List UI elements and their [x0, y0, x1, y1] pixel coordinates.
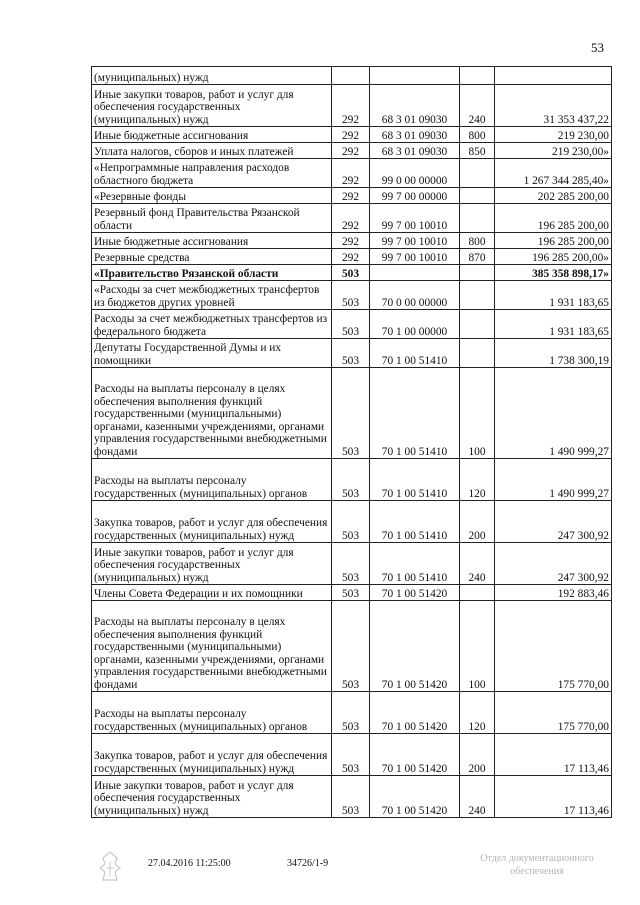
document-stamp — [452, 852, 622, 878]
table-row — [92, 249, 612, 265]
table-row — [92, 734, 612, 776]
cell-sum: 1 738 300,19 — [495, 339, 612, 368]
cell-ved: 503 — [332, 339, 370, 368]
table-row — [92, 501, 612, 543]
cell-csr: 70 1 00 51420 — [370, 601, 460, 692]
cell-csr: 99 7 00 00000 — [370, 188, 460, 204]
cell-csr: 70 1 00 51420 — [370, 585, 460, 601]
cell-ved: 292 — [332, 188, 370, 204]
cell-ved: 503 — [332, 692, 370, 734]
cell-csr: 99 7 00 10010 — [370, 233, 460, 249]
cell-csr: 70 1 00 51420 — [370, 734, 460, 776]
table-row — [92, 339, 612, 368]
cell-ved — [332, 67, 370, 85]
cell-vr: 120 — [460, 459, 495, 501]
cell-csr — [370, 67, 460, 85]
cell-ved: 292 — [332, 159, 370, 188]
cell-csr: 70 1 00 51420 — [370, 776, 460, 818]
cell-sum: 202 285 200,00 — [495, 188, 612, 204]
cell-ved: 503 — [332, 368, 370, 459]
cell-ved: 292 — [332, 249, 370, 265]
table-row — [92, 368, 612, 459]
cell-vr — [460, 339, 495, 368]
cell-name: Иные закупки товаров, работ и услуг для обеспечения государственных (муниципальных) нужд — [92, 85, 332, 127]
table-row — [92, 188, 612, 204]
footer-date: 27.04.2016 11:25:00 — [148, 858, 231, 869]
cell-name: Резервный фонд Правительства Рязанской области — [92, 204, 332, 233]
cell-csr: 70 1 00 51410 — [370, 501, 460, 543]
cell-ved: 292 — [332, 127, 370, 143]
cell-name: Закупка товаров, работ и услуг для обеспечения государственных (муниципальных) нужд — [92, 734, 332, 776]
cell-csr — [370, 265, 460, 281]
table-row — [92, 585, 612, 601]
cell-name: «Резервные фонды — [92, 188, 332, 204]
cell-vr — [460, 188, 495, 204]
cell-vr — [460, 585, 495, 601]
cell-ved: 503 — [332, 310, 370, 339]
cell-name: «Расходы за счет межбюджетных трансфертов из бюджетов других уровней — [92, 281, 332, 310]
cell-sum: 1 490 999,27 — [495, 368, 612, 459]
cell-name: Иные бюджетные ассигнования — [92, 233, 332, 249]
cell-csr: 70 1 00 51420 — [370, 692, 460, 734]
cell-name: Закупка товаров, работ и услуг для обеспечения государственных (муниципальных) нужд — [92, 501, 332, 543]
cell-sum: 17 113,46 — [495, 734, 612, 776]
cell-vr: 100 — [460, 601, 495, 692]
cell-sum: 192 883,46 — [495, 585, 612, 601]
cell-ved: 292 — [332, 233, 370, 249]
cell-name: Депутаты Государственной Думы и их помощники — [92, 339, 332, 368]
cell-csr: 70 1 00 00000 — [370, 310, 460, 339]
budget-table-body — [92, 67, 612, 818]
cell-csr: 99 7 00 10010 — [370, 249, 460, 265]
cell-sum: 196 285 200,00» — [495, 249, 612, 265]
cell-vr: 240 — [460, 543, 495, 585]
cell-name: Расходы на выплаты персоналу в целях обеспечения выполнения функций государственными (муниципальными) органами, казенными учреждениями, органами управления государственными внебюджетными фондами — [92, 368, 332, 459]
table-row — [92, 85, 612, 127]
cell-vr: 120 — [460, 692, 495, 734]
cell-sum: 196 285 200,00 — [495, 233, 612, 249]
table-row — [92, 265, 612, 281]
cell-ved: 292 — [332, 85, 370, 127]
page-number: 53 — [591, 40, 604, 55]
cell-csr: 70 1 00 51410 — [370, 543, 460, 585]
stamp-line-1: Отдел документационного — [480, 853, 594, 864]
cell-sum: 31 353 437,22 — [495, 85, 612, 127]
cell-name: Иные бюджетные ассигнования — [92, 127, 332, 143]
cell-vr — [460, 310, 495, 339]
cell-sum: 175 770,00 — [495, 601, 612, 692]
table-row — [92, 543, 612, 585]
cell-name: Расходы на выплаты персоналу в целях обеспечения выполнения функций государственными (муниципальными) органами, казенными учреждениями, органами управления государственными внебюджетными фондами — [92, 601, 332, 692]
cell-vr: 870 — [460, 249, 495, 265]
cell-sum: 1 931 183,65 — [495, 310, 612, 339]
cell-sum: 247 300,92 — [495, 543, 612, 585]
cell-name: «Правительство Рязанской области — [92, 265, 332, 281]
cell-vr: 200 — [460, 501, 495, 543]
cell-csr: 70 1 00 51410 — [370, 459, 460, 501]
cell-sum: 1 931 183,65 — [495, 281, 612, 310]
cell-vr — [460, 204, 495, 233]
cell-csr: 70 1 00 51410 — [370, 368, 460, 459]
coat-of-arms-icon — [95, 850, 125, 884]
cell-vr — [460, 67, 495, 85]
cell-name: Уплата налогов, сборов и иных платежей — [92, 143, 332, 159]
table-row — [92, 310, 612, 339]
cell-sum: 17 113,46 — [495, 776, 612, 818]
cell-sum: 219 230,00 — [495, 127, 612, 143]
cell-vr: 240 — [460, 85, 495, 127]
cell-csr: 70 1 00 51410 — [370, 339, 460, 368]
cell-csr: 99 7 00 10010 — [370, 204, 460, 233]
cell-ved: 503 — [332, 585, 370, 601]
cell-sum: 175 770,00 — [495, 692, 612, 734]
cell-vr: 200 — [460, 734, 495, 776]
cell-sum: 385 358 898,17» — [495, 265, 612, 281]
table-row — [92, 281, 612, 310]
table-row — [92, 127, 612, 143]
table-row — [92, 233, 612, 249]
cell-sum: 196 285 200,00 — [495, 204, 612, 233]
cell-csr: 68 3 01 09030 — [370, 85, 460, 127]
cell-ved: 503 — [332, 734, 370, 776]
cell-name: Расходы на выплаты персоналу государственных (муниципальных) органов — [92, 459, 332, 501]
table-row — [92, 159, 612, 188]
cell-sum: 1 490 999,27 — [495, 459, 612, 501]
cell-sum: 247 300,92 — [495, 501, 612, 543]
budget-table — [91, 66, 612, 818]
cell-name: Расходы на выплаты персоналу государственных (муниципальных) органов — [92, 692, 332, 734]
cell-vr: 800 — [460, 127, 495, 143]
cell-ved: 503 — [332, 459, 370, 501]
cell-name: Иные закупки товаров, работ и услуг для обеспечения государственных (муниципальных) нужд — [92, 776, 332, 818]
cell-ved: 503 — [332, 776, 370, 818]
cell-ved: 503 — [332, 601, 370, 692]
cell-ved: 503 — [332, 501, 370, 543]
table-row — [92, 692, 612, 734]
cell-sum: 219 230,00» — [495, 143, 612, 159]
cell-name: Иные закупки товаров, работ и услуг для обеспечения государственных (муниципальных) нужд — [92, 543, 332, 585]
cell-ved: 503 — [332, 281, 370, 310]
table-row — [92, 601, 612, 692]
cell-ved: 292 — [332, 143, 370, 159]
table-row — [92, 459, 612, 501]
cell-csr: 70 0 00 00000 — [370, 281, 460, 310]
cell-vr: 100 — [460, 368, 495, 459]
cell-vr — [460, 281, 495, 310]
cell-ved: 503 — [332, 543, 370, 585]
cell-ved: 503 — [332, 265, 370, 281]
footer-doc-number: 34726/1-9 — [287, 858, 329, 869]
cell-vr — [460, 265, 495, 281]
cell-vr: 850 — [460, 143, 495, 159]
cell-name: Расходы за счет межбюджетных трансфертов из федерального бюджета — [92, 310, 332, 339]
cell-vr: 800 — [460, 233, 495, 249]
table-row — [92, 776, 612, 818]
cell-vr: 240 — [460, 776, 495, 818]
cell-name: Члены Совета Федерации и их помощники — [92, 585, 332, 601]
cell-vr — [460, 159, 495, 188]
cell-sum: 1 267 344 285,40» — [495, 159, 612, 188]
cell-csr: 68 3 01 09030 — [370, 127, 460, 143]
cell-name: Резервные средства — [92, 249, 332, 265]
cell-ved: 292 — [332, 204, 370, 233]
cell-csr: 68 3 01 09030 — [370, 143, 460, 159]
cell-sum — [495, 67, 612, 85]
cell-csr: 99 0 00 00000 — [370, 159, 460, 188]
table-row — [92, 143, 612, 159]
table-row — [92, 67, 612, 85]
stamp-line-2: обеспечения — [510, 866, 564, 877]
cell-name: «Непрограммные направления расходов областного бюджета — [92, 159, 332, 188]
cell-name: (муниципальных) нужд — [92, 67, 332, 85]
table-row — [92, 204, 612, 233]
